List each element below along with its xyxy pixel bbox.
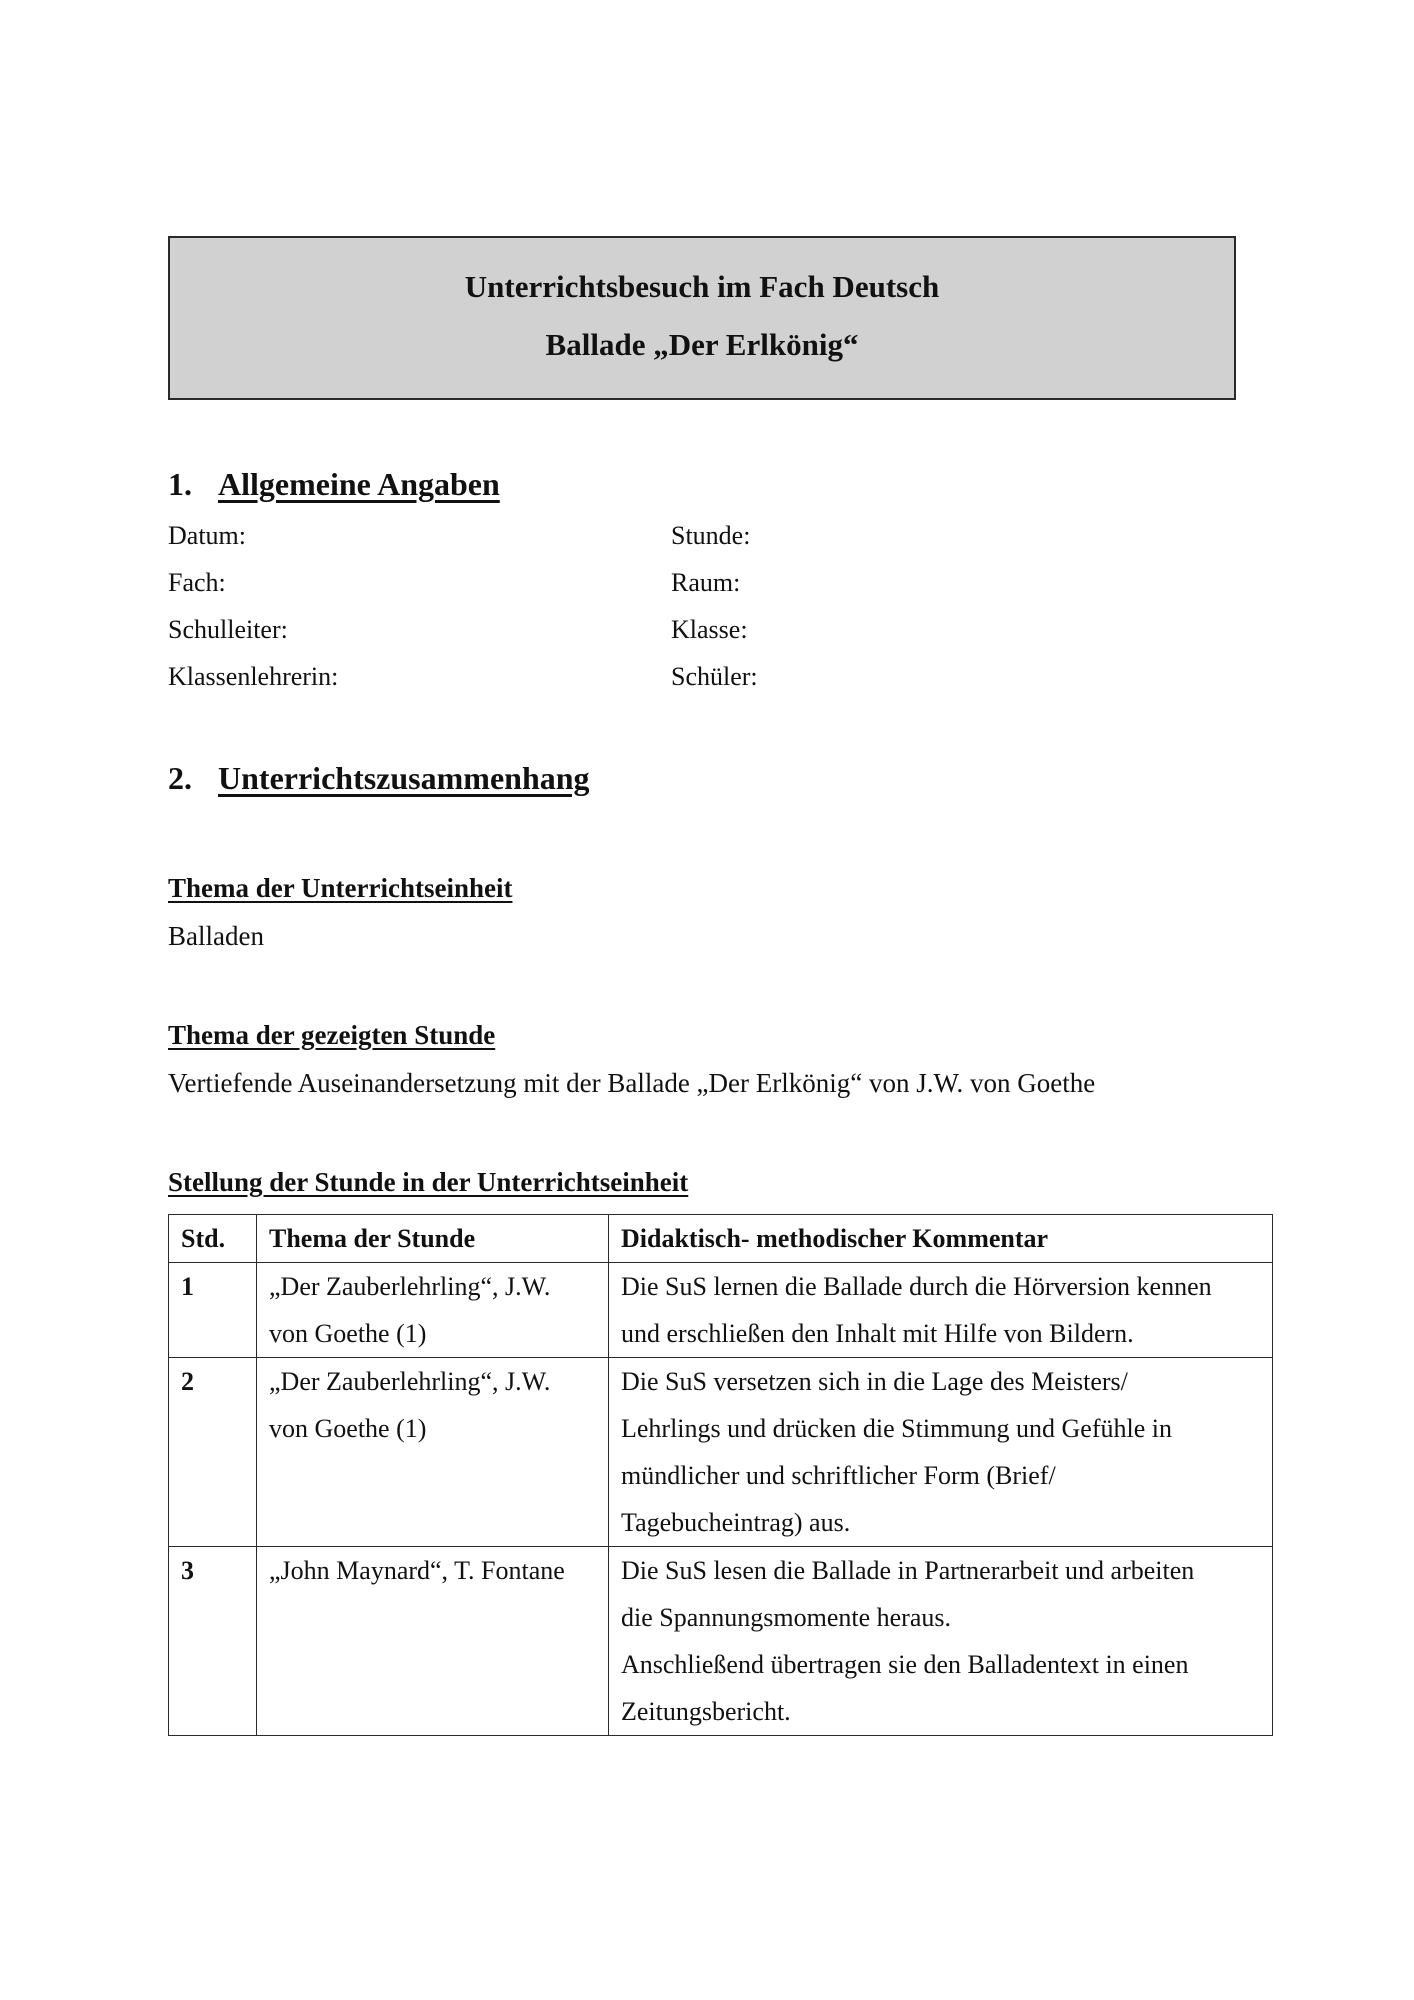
field-fach: Fach:: [168, 568, 226, 597]
comment-line: die Spannungsmomente heraus.: [621, 1603, 951, 1632]
lesson-position-heading: Stellung der Stunde in der Unterrichtseinheit: [168, 1167, 689, 1197]
topic-line: „Der Zauberlehrling“, J.W.: [269, 1367, 551, 1396]
topic-line: „Der Zauberlehrling“, J.W.: [269, 1272, 551, 1301]
comment-line: Tagebucheintrag) aus.: [621, 1508, 851, 1537]
field-stunde: Stunde:: [671, 521, 751, 550]
row-topic: [257, 1263, 609, 1358]
field-schulleiter: Schulleiter:: [168, 615, 288, 644]
row-comment: [609, 1263, 1273, 1358]
comment-line: Lehrlings und drücken die Stimmung und Gefühle in: [621, 1414, 1172, 1443]
table-row: [169, 1547, 1273, 1736]
field-klasse: Klasse:: [671, 615, 748, 644]
section-1-title: Allgemeine Angaben: [218, 466, 500, 502]
comment-line: Die SuS lernen die Ballade durch die Hörversion kennen: [621, 1272, 1212, 1301]
section-2-number: 2.: [168, 760, 192, 796]
header-std: Std.: [169, 1215, 257, 1263]
table-header-row: [169, 1215, 1273, 1263]
header-topic: Thema der Stunde: [257, 1215, 609, 1263]
comment-line: Zeitungsbericht.: [621, 1697, 791, 1726]
table-row: [169, 1358, 1273, 1547]
section-1-heading: [168, 466, 500, 503]
comment-line: mündlicher und schriftlicher Form (Brief/: [621, 1461, 1056, 1490]
field-schueler: Schüler:: [671, 662, 758, 691]
row-std: 1: [169, 1263, 257, 1358]
row-std: 3: [169, 1547, 257, 1736]
row-comment: [609, 1358, 1273, 1547]
comment-line: Die SuS lesen die Ballade in Partnerarbeit und arbeiten: [621, 1556, 1195, 1585]
table-row: [169, 1263, 1273, 1358]
section-1-number: 1.: [168, 466, 192, 502]
general-info-grid: [168, 512, 1068, 700]
unit-topic-heading: Thema der Unterrichtseinheit: [168, 873, 513, 903]
topic-line: „John Maynard“, T. Fontane: [269, 1556, 565, 1585]
topic-line: von Goethe (1): [269, 1319, 427, 1348]
document-title: Unterrichtsbesuch im Fach Deutsch: [464, 269, 940, 304]
section-2-title: Unterrichtszusammenhang: [218, 760, 590, 796]
topic-line: von Goethe (1): [269, 1414, 427, 1443]
lesson-topic-heading: Thema der gezeigten Stunde: [168, 1020, 496, 1050]
row-std: 2: [169, 1358, 257, 1547]
row-topic: [257, 1358, 609, 1547]
field-klassenlehrerin: Klassenlehrerin:: [168, 662, 339, 691]
comment-line: und erschließen den Inhalt mit Hilfe von Bildern.: [621, 1319, 1134, 1348]
comment-line: Anschließend übertragen sie den Balladentext in einen: [621, 1650, 1189, 1679]
section-2-heading: [168, 760, 590, 797]
document-subtitle: Ballade „Der Erlkönig“: [545, 327, 859, 362]
unit-topic-text: Balladen: [168, 921, 264, 951]
lesson-sequence-table: [168, 1214, 1273, 1736]
field-raum: Raum:: [671, 568, 741, 597]
title-box: [168, 236, 1236, 400]
lesson-topic-text: Vertiefende Auseinandersetzung mit der Ballade „Der Erlkönig“ von J.W. von Goethe: [168, 1068, 1096, 1098]
field-datum: Datum:: [168, 521, 246, 550]
row-topic: [257, 1547, 609, 1736]
comment-line: Die SuS versetzen sich in die Lage des Meisters/: [621, 1367, 1128, 1396]
row-comment: [609, 1547, 1273, 1736]
header-comment: Didaktisch- methodischer Kommentar: [609, 1215, 1273, 1263]
